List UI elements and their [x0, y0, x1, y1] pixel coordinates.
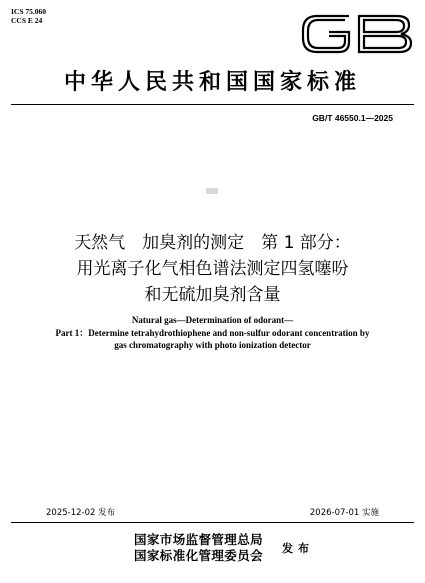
scan-mark	[206, 188, 218, 194]
classification-codes	[11, 7, 46, 25]
chinese-title	[0, 230, 425, 308]
ics-code: ICS 75.060	[11, 7, 47, 16]
header-divider	[11, 104, 414, 105]
standard-title: 中华人民共和国国家标准	[63, 70, 361, 95]
issuer-samr: 国家市场监督管理总局	[134, 532, 264, 547]
footer-divider	[11, 522, 414, 523]
english-title-line-1: Natural gas—Determination of odorant—	[131, 315, 294, 325]
chinese-title-line-3: 和无硫加臭剂含量	[144, 285, 281, 305]
gb-logo	[295, 4, 419, 62]
chinese-title-line-1: 天然气 加臭剂的测定 第 1 部分：	[74, 233, 351, 253]
issuer-sac: 国家标准化管理委员会	[134, 548, 264, 563]
english-title-line-3: gas chromatography with photo ionization detector	[114, 340, 311, 350]
chinese-title-line-2: 用光离子化气相色谱法测定四氢噻吩	[76, 259, 349, 279]
publish-date: 2025-12-02 发布	[46, 508, 116, 518]
english-title	[0, 314, 425, 352]
issuing-authorities	[134, 532, 263, 564]
implement-date: 2026-07-01 实施	[309, 508, 379, 518]
issue-label: 发布	[282, 542, 314, 555]
standard-number: GB/T 46550.1—2025	[312, 113, 393, 123]
english-title-line-2: Part 1：Determine tetrahydrothiophene and non-sulfur odorant concentration by	[55, 327, 370, 338]
ccs-code: CCS E 24	[11, 16, 43, 25]
